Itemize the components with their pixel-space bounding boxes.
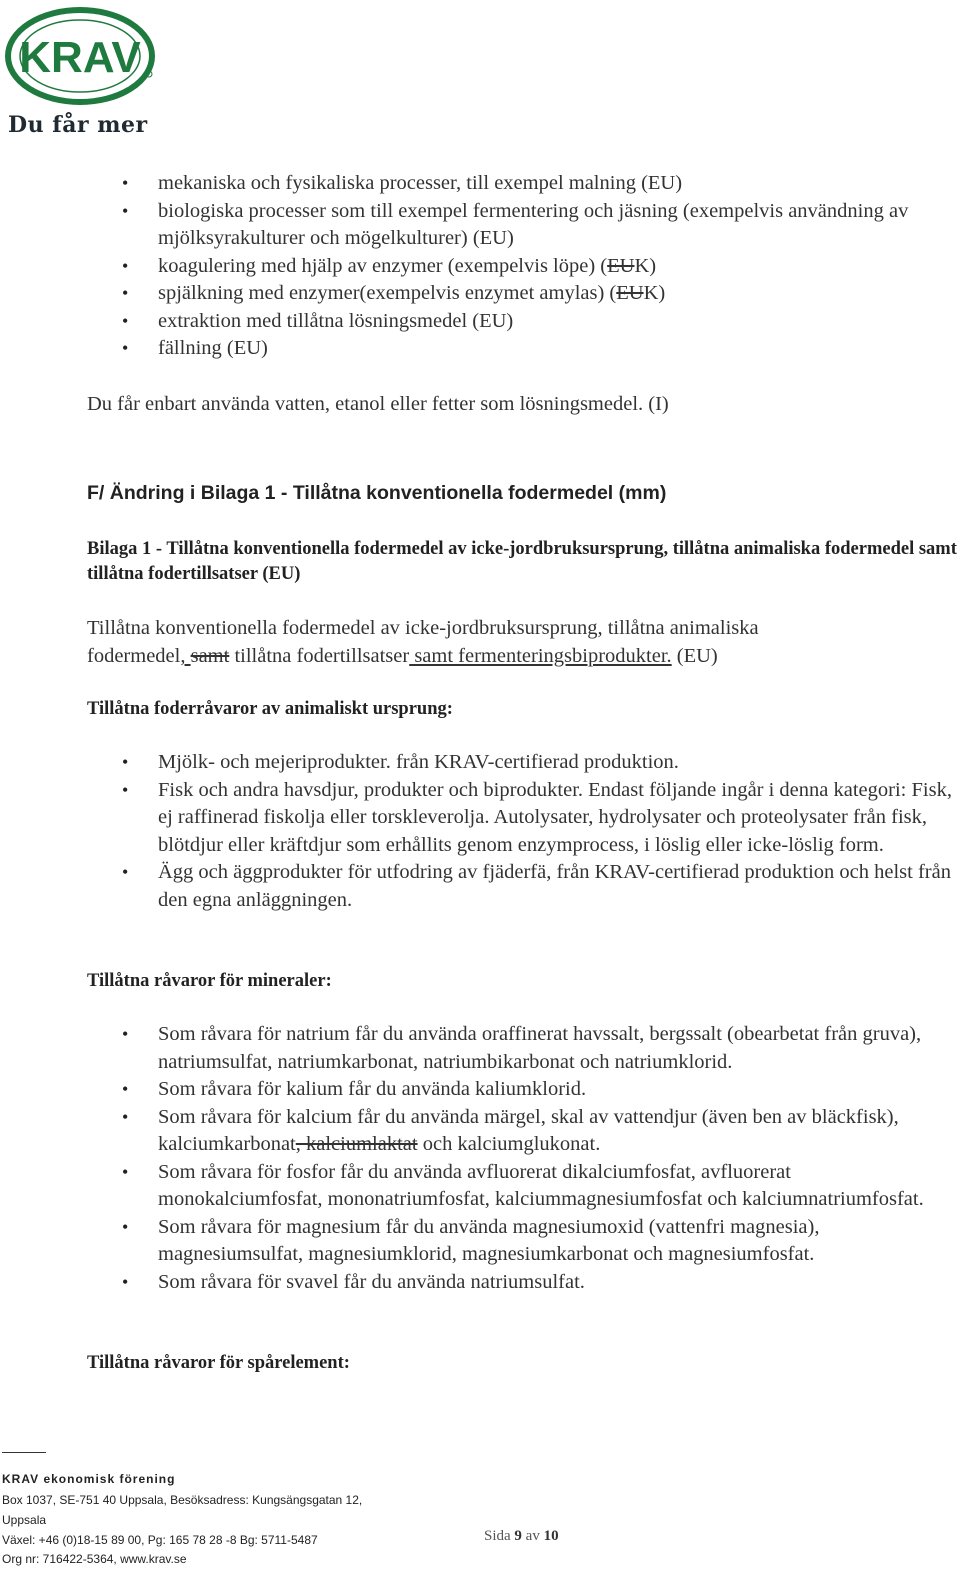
page-label: Sida — [484, 1528, 511, 1544]
item-text: koagulering med hjälp av enzymer (exempelvis löpe) ( — [158, 254, 608, 277]
page-current: 9 — [514, 1528, 522, 1544]
bilaga-title: Bilaga 1 - Tillåtna konventionella fodermedel av icke-jordbruksursprung, tillåtna animaliska fodermedel samt tillåtna fodertillsatser (EU) — [87, 539, 957, 584]
krav-logo — [4, 6, 156, 106]
list-item: • Som råvara för svavel får du använda natriumsulfat. — [158, 1269, 953, 1297]
footer-phone: Växel: +46 (0)18-15 89 00, Pg: 165 78 28 -8 Bg: 5711-5487 — [2, 1533, 318, 1547]
list-item: • fällning (EU) — [158, 335, 918, 363]
process-list — [158, 170, 918, 363]
paragraph-text: tillåtna fodertillsatser — [229, 645, 410, 667]
allowed-feed-paragraph — [87, 614, 947, 670]
deleted-text: EU — [607, 254, 635, 277]
trace-heading: Tillåtna råvaror för spårelement: — [87, 1353, 350, 1373]
item-text: spjälkning med enzymer(exempelvis enzymet amylas) ( — [158, 282, 617, 304]
item-text: Som råvara för kalcium får du använda märgel, skal av vattendjur (även ben av bläckfisk), kalciumkarbonat — [158, 1105, 899, 1155]
list-item: • mekaniska och fysikaliska processer, till exempel malning (EU) — [158, 170, 918, 198]
footer-orgnr: Org nr: 716422-5364, www.krav.se — [2, 1552, 187, 1566]
page-total: 10 — [543, 1528, 559, 1544]
animal-list — [158, 749, 958, 914]
deleted-text: , kalciumlaktat — [295, 1133, 418, 1155]
list-item: • Som råvara för kalium får du använda kaliumklorid. — [158, 1076, 953, 1104]
footer-rule — [2, 1452, 46, 1453]
paragraph-text: fodermedel — [87, 645, 181, 667]
tagline: Du får mer — [8, 112, 148, 138]
section-heading: F/ Ändring i Bilaga 1 - Tillåtna konventionella fodermedel (mm) — [87, 482, 667, 504]
page-sep: av — [525, 1528, 540, 1544]
solvent-note: Du får enbart använda vatten, etanol eller fetter som lösningsmedel. (I) — [87, 393, 669, 415]
list-item: • biologiska processer som till exempel fermentering och jäsning (exempelvis användning av mjölksyrakulturer och mögelkulturer) (EU) — [158, 198, 918, 253]
item-text: och kalciumglukonat. — [417, 1133, 601, 1155]
mineral-heading: Tillåtna råvaror för mineraler: — [87, 971, 332, 991]
deleted-text: samt — [190, 645, 230, 667]
list-item: • Som råvara för fosfor får du använda avfluorerat dikalciumfosfat, avfluorerat monokalciumfosfat, mononatriumfosfat, kalciummagnesiumfosfat och kalciumnatriumfosfat. — [158, 1159, 953, 1214]
deleted-text: EU — [616, 282, 644, 304]
paragraph-text: (EU) — [671, 645, 718, 667]
page-number — [484, 1528, 559, 1545]
item-text: K) — [634, 254, 657, 277]
animal-heading: Tillåtna foderråvaror av animaliskt ursprung: — [87, 699, 453, 719]
list-item — [158, 1104, 953, 1159]
list-item — [158, 253, 918, 281]
paragraph-line: Tillåtna konventionella fodermedel av icke-jordbruksursprung, tillåtna animaliska — [87, 617, 759, 639]
list-item: • Fisk och andra havsdjur, produkter och biprodukter. Endast följande ingår i denna kategori: Fisk, ej raffinerad fiskolja eller torskleverolja. Autolysater, hydrolysater och proteolysater från fisk, blötdjur eller kräftdjur som erhållits genom enzymprocess, i löslig eller icke-löslig form. — [158, 777, 958, 860]
logo-text: KRAV — [19, 33, 141, 82]
footer-address: Box 1037, SE-751 40 Uppsala, Besöksadress: Kungsängsgatan 12, — [2, 1493, 363, 1507]
list-item — [158, 280, 918, 308]
list-item: • Ägg och äggprodukter för utfodring av fjäderfä, från KRAV-certifierad produktion och helst från den egna anläggningen. — [158, 859, 958, 914]
mineral-list — [158, 1021, 953, 1296]
list-item: • Mjölk- och mejeriprodukter. från KRAV-certifierad produktion. — [158, 749, 958, 777]
item-text: K) — [643, 282, 666, 304]
footer-org: KRAV ekonomisk förening — [2, 1472, 176, 1486]
list-item: • Som råvara för natrium får du använda oraffinerat havssalt, bergssalt (obearbetat från gruva), natriumsulfat, natriumkarbonat, natriumbikarbonat och natriumklorid. — [158, 1021, 953, 1076]
list-item: • Som råvara för magnesium får du använda magnesiumoxid (vattenfri magnesia), magnesiumsulfat, magnesiumklorid, magnesiumkarbonat och magnesiumfosfat. — [158, 1214, 953, 1269]
inserted-text: samt fermenteringsbiprodukter. — [409, 645, 672, 667]
list-item: • extraktion med tillåtna lösningsmedel (EU) — [158, 308, 918, 336]
footer-address-city: Uppsala — [2, 1513, 47, 1527]
inserted-text: , — [180, 645, 191, 667]
